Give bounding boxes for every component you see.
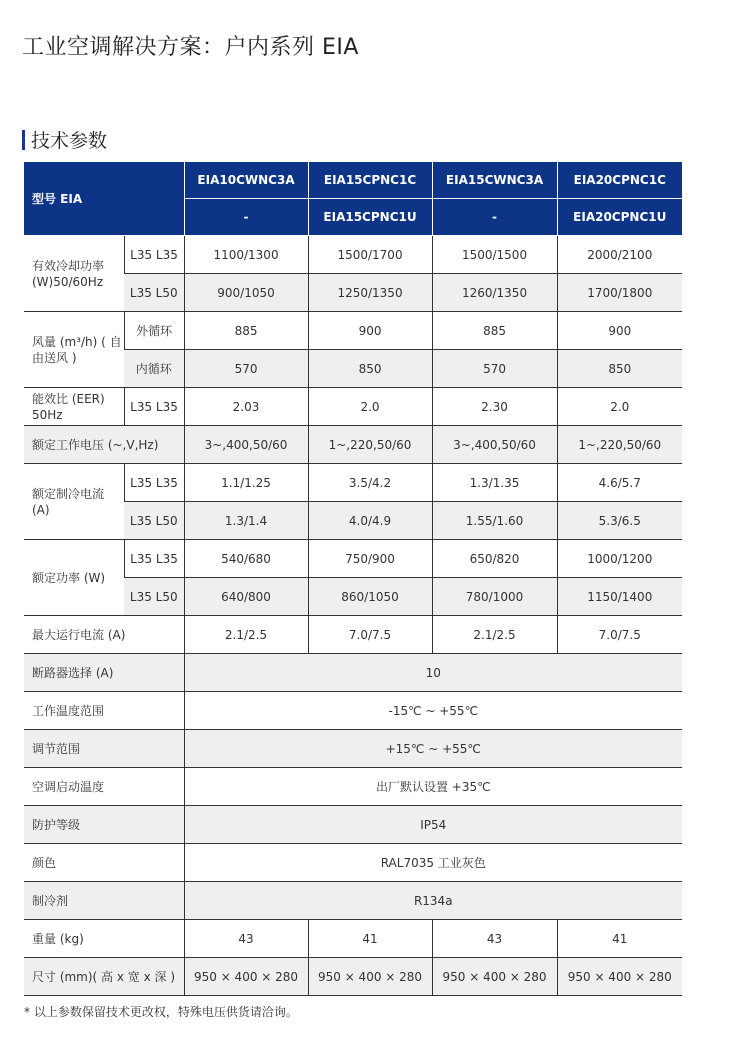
cell: 2.1/2.5 — [184, 616, 308, 654]
cell: 2.0 — [557, 388, 682, 426]
table-row — [24, 426, 682, 464]
table-row — [24, 312, 682, 350]
cell: 4.0/4.9 — [308, 502, 432, 540]
row-label: 空调启动温度 — [24, 768, 184, 806]
section-marker — [22, 130, 25, 150]
section-title: 技术参数 — [31, 130, 108, 152]
model-name: EIA20CPNC1C — [557, 162, 682, 199]
row-label: 最大运行电流 (A) — [24, 616, 184, 654]
cell: 1.3/1.4 — [184, 502, 308, 540]
cell: 650/820 — [432, 540, 557, 578]
model-name: EIA15CPNC1C — [308, 162, 432, 199]
cell: 950 × 400 × 280 — [557, 958, 682, 996]
cell: 900/1050 — [184, 274, 308, 312]
cell: 1500/1500 — [432, 236, 557, 274]
row-label: 能效比 (EER) 50Hz — [24, 388, 124, 426]
model-alt: EIA20CPNC1U — [557, 199, 682, 236]
cell: +15℃ ~ +55℃ — [184, 730, 682, 768]
cell: 5.3/6.5 — [557, 502, 682, 540]
cell: 1000/1200 — [557, 540, 682, 578]
row-label: 断路器选择 (A) — [24, 654, 184, 692]
cell: 43 — [184, 920, 308, 958]
cell: L35 L50 — [124, 502, 184, 540]
table-row — [24, 958, 682, 996]
row-label: 重量 (kg) — [24, 920, 184, 958]
cell: 2.0 — [308, 388, 432, 426]
cell: L35 L35 — [124, 540, 184, 578]
cell: 3~,400,50/60 — [432, 426, 557, 464]
cell: 1100/1300 — [184, 236, 308, 274]
cell: 950 × 400 × 280 — [184, 958, 308, 996]
cell: RAL7035 工业灰色 — [184, 844, 682, 882]
row-label: 额定工作电压 (~,V,Hz) — [24, 426, 184, 464]
model-alt: - — [432, 199, 557, 236]
cell: 885 — [432, 312, 557, 350]
cell: 41 — [557, 920, 682, 958]
row-label: 颜色 — [24, 844, 184, 882]
cell: 4.6/5.7 — [557, 464, 682, 502]
cell: 1.1/1.25 — [184, 464, 308, 502]
table-row — [24, 616, 682, 654]
row-label: 制冷剂 — [24, 882, 184, 920]
cell: 1.55/1.60 — [432, 502, 557, 540]
cell: 1150/1400 — [557, 578, 682, 616]
row-label: 有效冷却功率 (W)50/60Hz — [24, 236, 124, 312]
table-row — [24, 920, 682, 958]
cell: 850 — [308, 350, 432, 388]
row-label: 尺寸 (mm)( 高 x 宽 x 深 ) — [24, 958, 184, 996]
row-label: 风量 (m³/h) ( 自由送风 ) — [24, 312, 124, 388]
cell: 640/800 — [184, 578, 308, 616]
cell: 出厂默认设置 +35℃ — [184, 768, 682, 806]
footnote: * 以上参数保留技术更改权，特殊电压供货请洽询。 — [24, 1005, 298, 1019]
cell: 570 — [432, 350, 557, 388]
cell: 860/1050 — [308, 578, 432, 616]
cell: L35 L35 — [124, 464, 184, 502]
section-heading — [22, 126, 107, 153]
cell: 2.1/2.5 — [432, 616, 557, 654]
cell: 外循环 — [124, 312, 184, 350]
model-alt: EIA15CPNC1U — [308, 199, 432, 236]
cell: 950 × 400 × 280 — [432, 958, 557, 996]
cell: 850 — [557, 350, 682, 388]
table-row — [24, 844, 682, 882]
table-row — [24, 806, 682, 844]
row-label: 额定功率 (W) — [24, 540, 124, 616]
cell: 1260/1350 — [432, 274, 557, 312]
cell: 1500/1700 — [308, 236, 432, 274]
table-row — [24, 768, 682, 806]
cell: 3~,400,50/60 — [184, 426, 308, 464]
cell: 7.0/7.5 — [308, 616, 432, 654]
cell: 1~,220,50/60 — [308, 426, 432, 464]
cell: R134a — [184, 882, 682, 920]
cell: L35 L35 — [124, 388, 184, 426]
cell: L35 L50 — [124, 578, 184, 616]
cell: L35 L35 — [124, 236, 184, 274]
table-row — [24, 540, 682, 578]
cell: 780/1000 — [432, 578, 557, 616]
cell: 43 — [432, 920, 557, 958]
model-alt: - — [184, 199, 308, 236]
cell: 1250/1350 — [308, 274, 432, 312]
cell: 1~,220,50/60 — [557, 426, 682, 464]
cell: 41 — [308, 920, 432, 958]
cell: 1700/1800 — [557, 274, 682, 312]
cell: 900 — [557, 312, 682, 350]
spec-table — [24, 162, 682, 996]
header-row — [24, 162, 682, 199]
cell: 7.0/7.5 — [557, 616, 682, 654]
table-row — [24, 236, 682, 274]
cell: 900 — [308, 312, 432, 350]
cell: 内循环 — [124, 350, 184, 388]
cell: 950 × 400 × 280 — [308, 958, 432, 996]
cell: IP54 — [184, 806, 682, 844]
cell: 1.3/1.35 — [432, 464, 557, 502]
cell: 750/900 — [308, 540, 432, 578]
row-label: 调节范围 — [24, 730, 184, 768]
page-title: 工业空调解决方案：户内系列 EIA — [22, 35, 359, 60]
model-header: 型号 EIA — [24, 162, 184, 236]
cell: 3.5/4.2 — [308, 464, 432, 502]
cell: 10 — [184, 654, 682, 692]
cell: -15℃ ~ +55℃ — [184, 692, 682, 730]
row-label: 额定制冷电流 (A) — [24, 464, 124, 540]
cell: 2.30 — [432, 388, 557, 426]
cell: 2.03 — [184, 388, 308, 426]
table-row — [24, 388, 682, 426]
cell: 540/680 — [184, 540, 308, 578]
cell: 2000/2100 — [557, 236, 682, 274]
table-row — [24, 654, 682, 692]
row-label: 工作温度范围 — [24, 692, 184, 730]
table-row — [24, 882, 682, 920]
cell: 570 — [184, 350, 308, 388]
table-row — [24, 464, 682, 502]
model-name: EIA15CWNC3A — [432, 162, 557, 199]
row-label: 防护等级 — [24, 806, 184, 844]
cell: L35 L50 — [124, 274, 184, 312]
table-row — [24, 730, 682, 768]
table-row — [24, 692, 682, 730]
model-name: EIA10CWNC3A — [184, 162, 308, 199]
cell: 885 — [184, 312, 308, 350]
